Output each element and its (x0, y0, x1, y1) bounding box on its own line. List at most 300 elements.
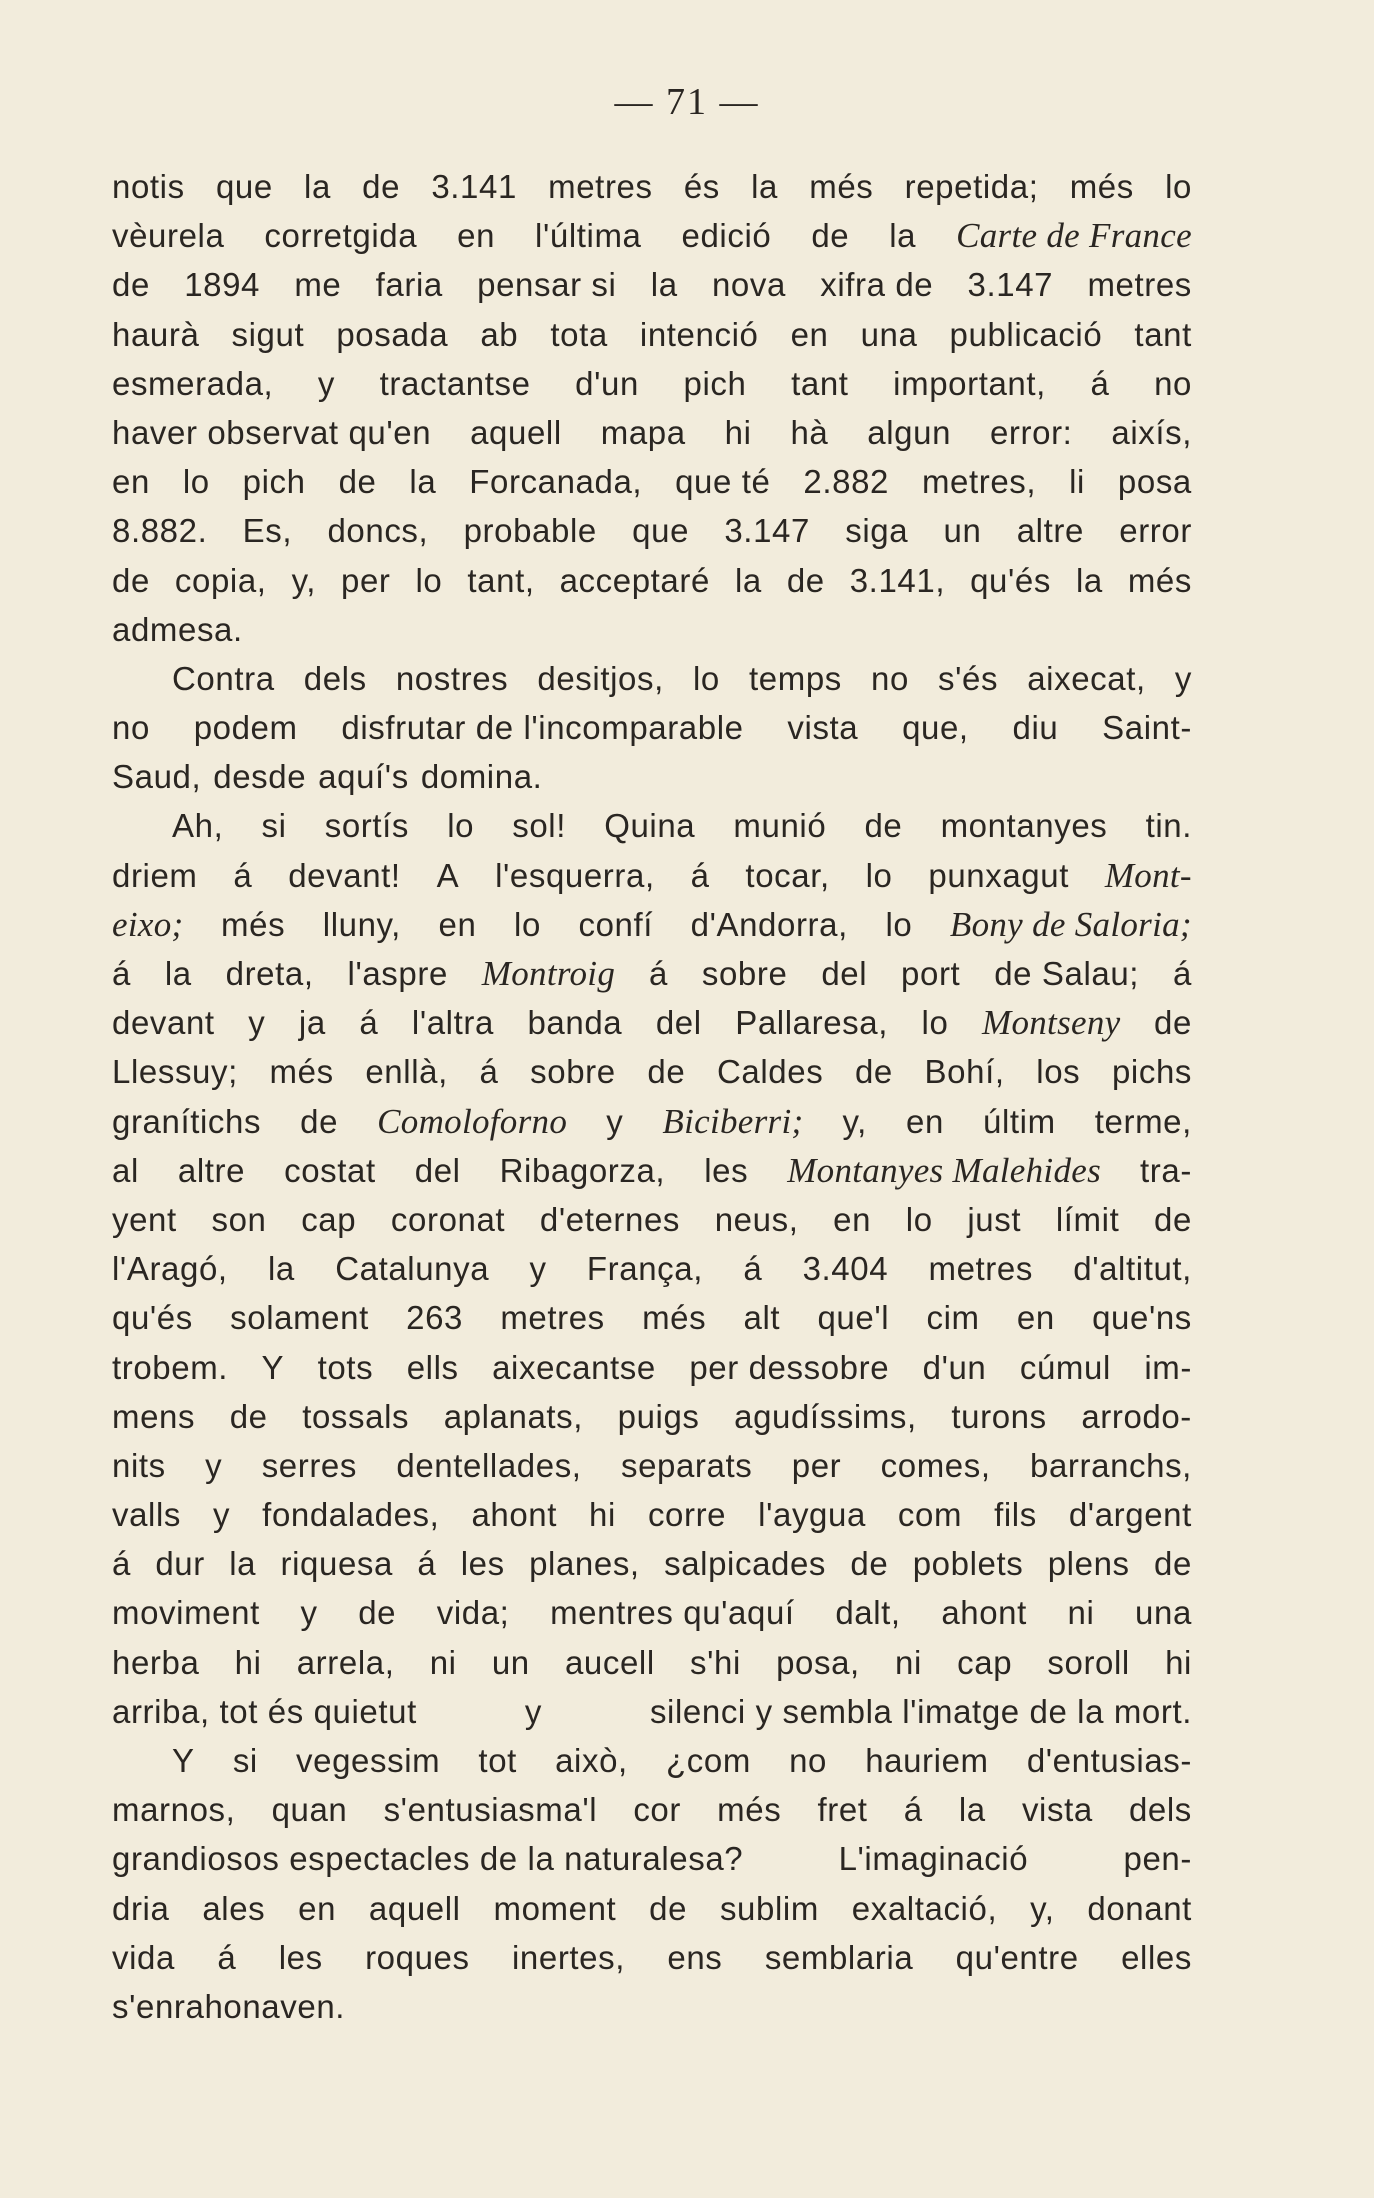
word: en (112, 463, 150, 501)
word: més (809, 168, 874, 205)
word: si (261, 807, 287, 845)
word: d'un (922, 1348, 987, 1386)
word: de Salau; (994, 955, 1140, 992)
word: no (871, 659, 909, 697)
word: marnos, (112, 1791, 236, 1829)
italic-word: Comoloforno (377, 1101, 568, 1141)
word: més (269, 1053, 334, 1091)
word: tossals (302, 1397, 410, 1435)
word: l'aspre (347, 955, 448, 992)
text-line (112, 851, 1192, 900)
word: qu'entre (955, 1938, 1079, 1976)
word: la (267, 1250, 295, 1288)
word: neus, (714, 1200, 799, 1238)
word: de (1154, 1545, 1192, 1583)
word: qu'és (970, 561, 1051, 599)
word: al (112, 1151, 139, 1189)
word: pen- (1123, 1840, 1192, 1878)
text-line (112, 162, 1192, 211)
page-number: — 71 — (614, 81, 760, 123)
word: cim (926, 1299, 980, 1337)
word: costat (284, 1151, 376, 1189)
word: quan (271, 1791, 348, 1829)
word: nova (711, 266, 786, 304)
word: important, (893, 364, 1046, 402)
word: la (304, 168, 331, 205)
text-line (112, 1146, 1192, 1195)
word: més (221, 905, 286, 943)
word: diu (1012, 709, 1059, 747)
word: que, (902, 709, 969, 747)
word: soroll (1047, 1643, 1130, 1681)
word: metres (500, 1299, 605, 1337)
word: posa, (776, 1643, 860, 1681)
word: algun (867, 413, 952, 451)
word: 3.141 (431, 168, 517, 205)
word: l'altra (411, 1004, 494, 1042)
word: im- (1144, 1348, 1192, 1386)
text-line (112, 310, 1192, 359)
word: un (943, 512, 982, 550)
word: de (811, 217, 850, 255)
word: aplanats, (443, 1397, 584, 1435)
italic-word: Bony de Saloria; (949, 904, 1192, 944)
word: tocar, (745, 856, 830, 894)
word: punxagut (928, 856, 1069, 894)
word: de (300, 1102, 339, 1140)
word: desde (213, 758, 307, 796)
word: coronat (390, 1200, 506, 1238)
word: lo (693, 659, 720, 697)
word: tota (550, 315, 608, 353)
word: d'altitut, (1073, 1250, 1192, 1288)
word: mapa (600, 413, 686, 451)
word: solament (230, 1299, 369, 1337)
word: dalt, (835, 1594, 901, 1632)
word: tot (478, 1742, 517, 1779)
word: alt (743, 1299, 781, 1337)
word: agudíssims, (734, 1397, 917, 1435)
word: plens (1047, 1545, 1130, 1583)
word: del (414, 1151, 461, 1189)
word: d'entusias- (1026, 1742, 1192, 1779)
word: lo (415, 561, 443, 599)
word: més (1127, 561, 1192, 599)
text-line (112, 654, 1192, 703)
word: á (417, 1545, 437, 1583)
italic-word: Carte de France (956, 216, 1192, 256)
text-line (112, 1047, 1192, 1096)
text-line (112, 1293, 1192, 1342)
word: en (906, 1102, 944, 1140)
word: publicació (949, 315, 1103, 353)
text-line (112, 1490, 1192, 1539)
word: ¿com (666, 1742, 751, 1779)
word: que'ns (1092, 1299, 1192, 1337)
text-line (112, 457, 1192, 506)
word: aixís, (1111, 413, 1192, 451)
word: aquí's (318, 758, 409, 796)
word: dria (112, 1889, 170, 1927)
word: en (298, 1889, 337, 1927)
word: hi (234, 1643, 262, 1681)
word: de (338, 463, 377, 501)
word: altre (177, 1151, 246, 1189)
word: cor (633, 1791, 681, 1829)
word: l'última (535, 217, 642, 255)
text-line (112, 1392, 1192, 1441)
word: valls (112, 1496, 182, 1534)
word: de (786, 561, 825, 599)
text-line (112, 949, 1192, 998)
text-line (112, 1785, 1192, 1834)
text-line (112, 1539, 1192, 1588)
word: metres (548, 168, 653, 205)
word: lo (182, 463, 210, 501)
word: d'un (575, 364, 639, 402)
word: just (967, 1200, 1022, 1238)
word: corretgida (264, 217, 418, 255)
word: Forcanada, (469, 463, 643, 501)
word: disfrutar de l'incomparable (341, 709, 744, 747)
word: més (642, 1299, 707, 1337)
word: altre (1016, 512, 1084, 550)
word: mens (112, 1397, 196, 1435)
word: acceptaré (559, 561, 710, 599)
word: la (409, 463, 437, 501)
text-line (112, 1884, 1192, 1933)
word: s'és (938, 659, 999, 697)
word: fondalades, (262, 1496, 440, 1534)
word: sobre (530, 1053, 616, 1091)
word: intenció (639, 315, 759, 353)
word: d'Andorra, (690, 905, 848, 943)
word: que'l (817, 1299, 890, 1337)
word: trobem. (112, 1348, 229, 1386)
word: enllà, (365, 1053, 448, 1091)
text-line (112, 1195, 1192, 1244)
word: dreta, (225, 955, 314, 992)
word: hi (1165, 1643, 1192, 1681)
word: aquell (368, 1889, 461, 1927)
word: una (1135, 1594, 1192, 1632)
word: més (717, 1791, 782, 1829)
word: per (791, 1446, 842, 1484)
word: del (821, 955, 868, 992)
word: de (112, 266, 150, 304)
word: metres (1087, 266, 1192, 304)
word: elles (1121, 1938, 1192, 1976)
word: vegessim (296, 1742, 441, 1779)
body-text (112, 162, 1192, 2031)
word: á (1172, 955, 1192, 992)
word: y (300, 1594, 318, 1632)
word: 3.141, (849, 561, 946, 599)
word: lo (1165, 168, 1192, 205)
word: Saint- (1102, 709, 1192, 747)
word: corre (647, 1496, 727, 1534)
word: de (362, 168, 401, 205)
word: Contra (172, 659, 275, 697)
word: cap (301, 1200, 357, 1238)
word: de (864, 807, 903, 845)
word: los (1036, 1053, 1081, 1091)
word: 263 (406, 1299, 464, 1337)
word: posada (336, 315, 449, 353)
word: y (317, 364, 336, 402)
word: hi (724, 413, 752, 451)
word: de (854, 1053, 893, 1091)
word: admesa. (112, 610, 243, 648)
word: esmerada, (112, 364, 274, 402)
word: Llessuy; (112, 1053, 238, 1091)
word: últim (983, 1102, 1056, 1140)
italic-word: eixo; (112, 904, 184, 944)
word: planes, (529, 1545, 640, 1583)
word: faria (375, 266, 443, 304)
word: s'hi (689, 1643, 741, 1681)
word: á (112, 955, 131, 992)
text-line (112, 605, 1192, 654)
word: hi (589, 1496, 616, 1534)
word: no (112, 709, 150, 747)
word: 3.147 (724, 512, 810, 550)
text-line (112, 998, 1192, 1047)
word: á (903, 1791, 923, 1829)
word: donant (1087, 1889, 1192, 1927)
word: riquesa (280, 1545, 393, 1583)
word: 8.882. (112, 512, 208, 550)
word: y (248, 1004, 266, 1042)
italic-word: Mont- (1104, 855, 1192, 895)
word: tant (1134, 315, 1192, 353)
text-line (112, 1588, 1192, 1637)
word: edició (681, 217, 772, 255)
text-line (112, 1834, 1192, 1883)
word: port (901, 955, 961, 992)
word: poblets (912, 1545, 1024, 1583)
word: pensar si (477, 266, 617, 304)
word: terme, (1094, 1102, 1192, 1140)
word: la (734, 561, 762, 599)
word: tractantse (379, 364, 531, 402)
word: França, (586, 1250, 703, 1288)
word: fret (817, 1791, 868, 1829)
text-line (112, 1982, 1192, 2031)
word: lo (921, 1004, 949, 1042)
word: les (278, 1938, 323, 1976)
word: les (460, 1545, 505, 1583)
word: Y (172, 1742, 195, 1779)
word: pich (683, 364, 747, 402)
word: granítichs (112, 1102, 262, 1140)
word: en (438, 905, 477, 943)
word: de (112, 561, 150, 599)
word: un (491, 1643, 530, 1681)
word: doncs, (327, 512, 429, 550)
word: nits (112, 1446, 166, 1484)
word: dentellades, (396, 1446, 582, 1484)
word: y (606, 1102, 624, 1140)
word: la (1075, 561, 1103, 599)
word: ahont (471, 1496, 558, 1534)
word: en (790, 315, 829, 353)
word: límit (1055, 1200, 1120, 1238)
word: pichs (1111, 1053, 1192, 1091)
text-line (112, 752, 1192, 801)
word: herba (112, 1643, 200, 1681)
word: copia, (174, 561, 267, 599)
text-line (112, 359, 1192, 408)
word: 1894 (184, 266, 261, 304)
word: A (436, 856, 460, 894)
word: ni (895, 1643, 922, 1681)
word: nostres (395, 659, 509, 697)
word: pich (242, 463, 306, 501)
word: á (217, 1938, 237, 1976)
word: l'esquerra, (495, 856, 655, 894)
word: ab (480, 315, 519, 353)
word: lo (905, 1200, 933, 1238)
word: vista (1021, 1791, 1093, 1829)
word: banda (527, 1004, 623, 1042)
word: que té (675, 463, 771, 501)
text-line (112, 1687, 1192, 1736)
word: per dessobre (689, 1348, 890, 1386)
word: ales (202, 1889, 266, 1927)
word: temps (749, 659, 842, 697)
word: la (889, 217, 917, 255)
word: y, (842, 1102, 867, 1140)
word: lo (865, 856, 893, 894)
word: de (649, 1889, 688, 1927)
word: s'entusiasma'l (383, 1791, 598, 1829)
word: la (958, 1791, 986, 1829)
word: ni (429, 1643, 457, 1681)
word: lluny, (322, 905, 401, 943)
word: metres (928, 1250, 1033, 1288)
word: sublim (719, 1889, 819, 1927)
word: no (789, 1742, 828, 1779)
word: barranchs, (1030, 1446, 1192, 1484)
word: moment (493, 1889, 617, 1927)
word: Y (261, 1348, 285, 1386)
word: ells (406, 1348, 459, 1386)
text-line (112, 1441, 1192, 1490)
word: 3.404 (802, 1250, 889, 1288)
word: comes, (880, 1446, 991, 1484)
word: separats (620, 1446, 753, 1484)
word: en (833, 1200, 872, 1238)
word: és (683, 168, 720, 205)
word: vista (787, 709, 859, 747)
word: lo (514, 905, 541, 943)
word: lo (447, 807, 475, 845)
word: domina. (420, 758, 543, 796)
word: dels (1128, 1791, 1192, 1829)
word: semblaria (764, 1938, 914, 1976)
text-line (112, 211, 1192, 260)
text-line (112, 1638, 1192, 1687)
word: y (529, 1250, 547, 1288)
word: en (457, 217, 496, 255)
word: sobre (701, 955, 788, 992)
word: me (294, 266, 342, 304)
word: aixecantse (492, 1348, 656, 1386)
word: podem (193, 709, 298, 747)
word: vida (112, 1938, 175, 1976)
word: tots (317, 1348, 374, 1386)
text-line (112, 703, 1192, 752)
word: posa (1117, 463, 1192, 501)
word: Bohí, (924, 1053, 1005, 1091)
word: Quina (604, 807, 696, 845)
word: hauriem (865, 1742, 989, 1779)
text-line (112, 1933, 1192, 1982)
word: 3.147 (967, 266, 1054, 304)
word: una (860, 315, 918, 353)
word: ahont (941, 1594, 1027, 1632)
word: la (164, 955, 192, 992)
word: no (1154, 364, 1192, 402)
word: lo (885, 905, 913, 943)
word: de (647, 1053, 686, 1091)
word: yent (112, 1200, 177, 1238)
word: ja (298, 1004, 326, 1042)
word: L'imaginació (838, 1840, 1029, 1878)
word: cap (957, 1643, 1013, 1681)
word: li (1069, 463, 1085, 501)
word: notis (112, 168, 185, 205)
italic-word: Montroig (481, 954, 616, 993)
word: del (655, 1004, 702, 1042)
word: de (1154, 1004, 1192, 1042)
word: 2.882 (803, 463, 889, 501)
word: això, (555, 1742, 628, 1779)
word: Caldes (716, 1053, 824, 1091)
word: moviment (112, 1594, 260, 1632)
word: d'eternes (539, 1200, 681, 1238)
word: xifra de (820, 266, 934, 304)
word: Ribagorza, (499, 1151, 666, 1189)
word: devant! (288, 856, 401, 894)
word: vida; (436, 1594, 510, 1632)
word: á (479, 1053, 499, 1091)
word: y (1174, 659, 1192, 697)
word: driem (112, 856, 198, 894)
word: hà (790, 413, 829, 451)
word: Ah, (172, 807, 224, 845)
word: montanyes (940, 807, 1108, 845)
word: tin. (1145, 807, 1192, 845)
word: arrodo- (1081, 1397, 1192, 1435)
word: aucell (564, 1643, 655, 1681)
word: haver observat qu'en (112, 413, 432, 451)
word: sortís (324, 807, 410, 845)
word: de (358, 1594, 397, 1632)
text-line (112, 556, 1192, 605)
word: mentres qu'aquí (550, 1594, 795, 1632)
word: roques (365, 1938, 470, 1976)
word: error (1119, 512, 1192, 550)
word: de (229, 1397, 268, 1435)
word: d'argent (1068, 1496, 1192, 1534)
word: probable (463, 512, 597, 550)
word: puigs (617, 1397, 700, 1435)
word: que (632, 512, 690, 550)
word: haurà (112, 315, 200, 353)
word: ni (1067, 1594, 1095, 1632)
